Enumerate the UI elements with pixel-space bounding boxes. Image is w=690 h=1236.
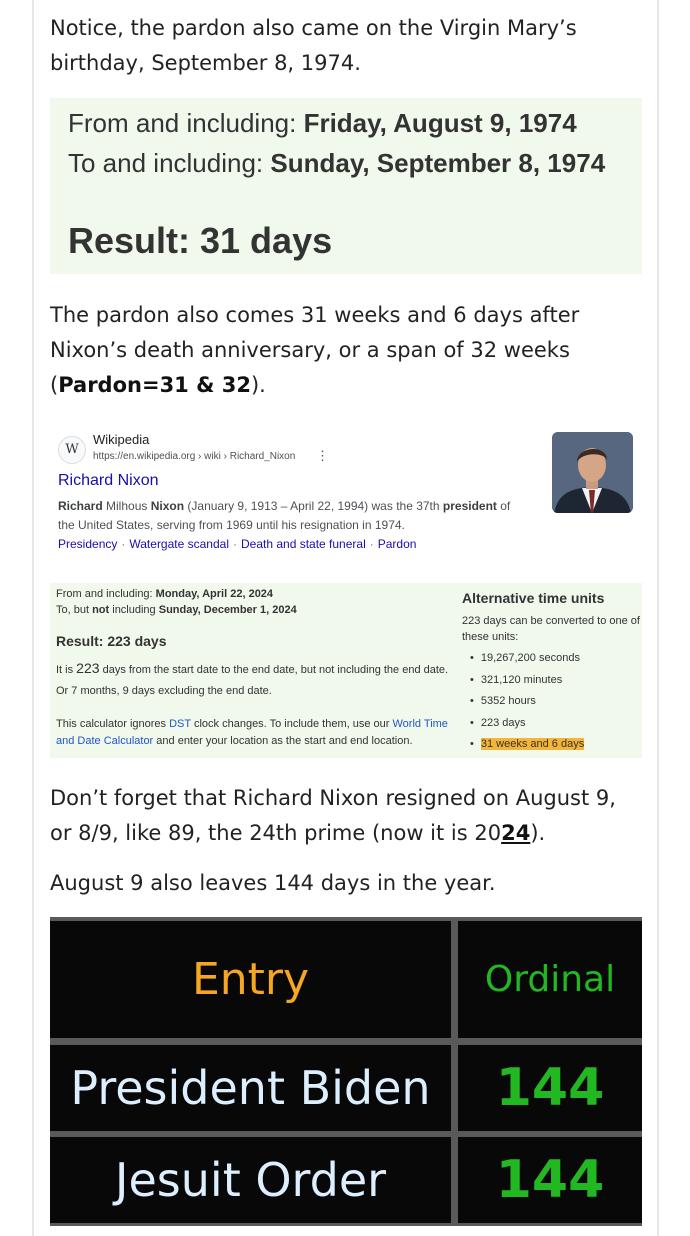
entry-header: Entry [191, 954, 310, 1005]
from-value: Friday, August 9, 1974 [303, 108, 577, 138]
to-label: To and including: [68, 148, 264, 178]
pardon-paragraph [50, 298, 640, 403]
resignation-text: Don’t forget that Richard Nixon resigned on August 9, or 8/9, like 89, the 24th prime (now it is 20 [50, 786, 616, 845]
from-date-line [56, 588, 273, 600]
snippet-bold: Richard [58, 499, 103, 513]
snippet-bold: president [442, 499, 497, 513]
result-url[interactable]: https://en.wikipedia.org › wiki › Richard_Nixon [93, 451, 296, 462]
entry-jesuit-order: Jesuit Order [114, 1153, 387, 1207]
months-sentence: Or 7 months, 9 days excluding the end date. [56, 685, 272, 697]
sitelink-watergate[interactable]: Watergate scandal [129, 537, 229, 551]
wikipedia-logo-icon: W [58, 436, 86, 464]
not-bold: not [92, 604, 110, 616]
dst-note-line1 [56, 718, 448, 730]
note-text: and enter your location as the start and end location. [153, 735, 413, 747]
days-text: It is [56, 664, 77, 676]
separator: · [121, 537, 126, 551]
ordinal-header-cell [458, 921, 642, 1038]
alternative-units-heading: Alternative time units [462, 590, 605, 606]
result-title-link[interactable]: Richard Nixon [58, 472, 159, 489]
list-item: • 321,120 minutes [470, 674, 562, 686]
alt-intro-line2: these units: [462, 631, 519, 643]
list-item: • 5352 hours [470, 695, 536, 707]
sitelink-presidency[interactable]: Presidency [58, 537, 118, 551]
snippet-text: of the United States, serving from 1969 until his resignation in 1974. [58, 499, 511, 532]
from-label: From and including: [56, 588, 156, 600]
value-jesuit-order: 144 [495, 1150, 605, 1210]
intro-paragraph: Notice, the pardon also came on the Virgin Mary’s birthday, September 8, 1974. [50, 16, 577, 75]
note-text: clock changes. To include them, use our [190, 718, 393, 730]
table-row-value [458, 1045, 642, 1131]
table-row-value [458, 1137, 642, 1223]
ordinal-header: Ordinal [484, 959, 616, 1000]
snippet-text: (January 9, 1913 – April 22, 1994) was the 37th [184, 499, 443, 513]
separator: · [232, 537, 237, 551]
resignation-paragraph [50, 781, 640, 851]
portrait-image [552, 432, 633, 513]
pardon-end: ). [250, 373, 266, 397]
snippet-text: Milhous [102, 499, 151, 513]
result-sitelinks [58, 537, 416, 551]
list-item: • 223 days [470, 717, 526, 729]
date-calculator-link[interactable]: and Date Calculator [56, 735, 154, 747]
result-site-name[interactable]: Wikipedia [93, 432, 150, 447]
date-calculator-result-2 [50, 583, 642, 758]
value-president-biden: 144 [495, 1058, 605, 1118]
from-label: From and including: [68, 108, 297, 138]
left-margin-rule [32, 0, 34, 1236]
list-item-highlighted [470, 738, 584, 750]
sitelink-death-funeral[interactable]: Death and state funeral [240, 537, 366, 551]
to-date-line [68, 148, 605, 179]
date-calculator-result-1 [50, 98, 642, 274]
table-row-entry [50, 1045, 451, 1131]
resignation-bold: 24 [501, 821, 531, 845]
more-options-icon[interactable]: ⋮ [316, 448, 329, 463]
days-left-paragraph: August 9 also leaves 144 days in the year. [50, 871, 496, 895]
table-row-entry [50, 1137, 451, 1223]
snippet-bold: Nixon [150, 499, 185, 513]
to-value: Sunday, September 8, 1974 [270, 148, 606, 178]
separator: · [369, 537, 374, 551]
sitelink-pardon[interactable]: Pardon [377, 537, 417, 551]
result-text: Result: 31 days [68, 220, 333, 261]
note-text: This calculator ignores [56, 718, 170, 730]
to-label: To, but [56, 604, 93, 616]
alternative-units-panel [462, 590, 642, 750]
gematria-table [50, 917, 642, 1226]
days-number: 223 [76, 660, 100, 676]
from-value: Monday, April 22, 2024 [155, 588, 274, 600]
to-date-line [56, 604, 297, 616]
to-value: Sunday, December 1, 2024 [158, 604, 297, 616]
dst-link[interactable]: DST [169, 718, 191, 730]
resignation-end: ). [530, 821, 546, 845]
alt-intro-line1: 223 days can be converted to one of [462, 615, 640, 627]
list-item: • 19,267,200 seconds [470, 652, 580, 664]
result-heading: Result: 223 days [56, 633, 167, 649]
pardon-bold: Pardon=31 & 32 [58, 373, 251, 397]
world-time-link[interactable]: World Time [392, 718, 448, 730]
entry-president-biden: President Biden [70, 1061, 431, 1115]
days-sentence [56, 660, 448, 676]
highlighted-unit: 31 weeks and 6 days [480, 738, 585, 750]
to-label: including [109, 604, 159, 616]
result-snippet [58, 497, 528, 535]
days-text: days from the start date to the end date, but not including the end date. [99, 664, 449, 676]
nixon-portrait-thumbnail[interactable] [552, 432, 633, 513]
dst-note-line2 [56, 735, 413, 747]
from-date-line [68, 108, 577, 139]
pardon-text: The pardon also comes 31 weeks and 6 days after Nixon’s death anniversary, or a span of 32 weeks ( [50, 303, 580, 397]
right-margin-rule [657, 0, 659, 1236]
entry-header-cell [50, 921, 451, 1038]
